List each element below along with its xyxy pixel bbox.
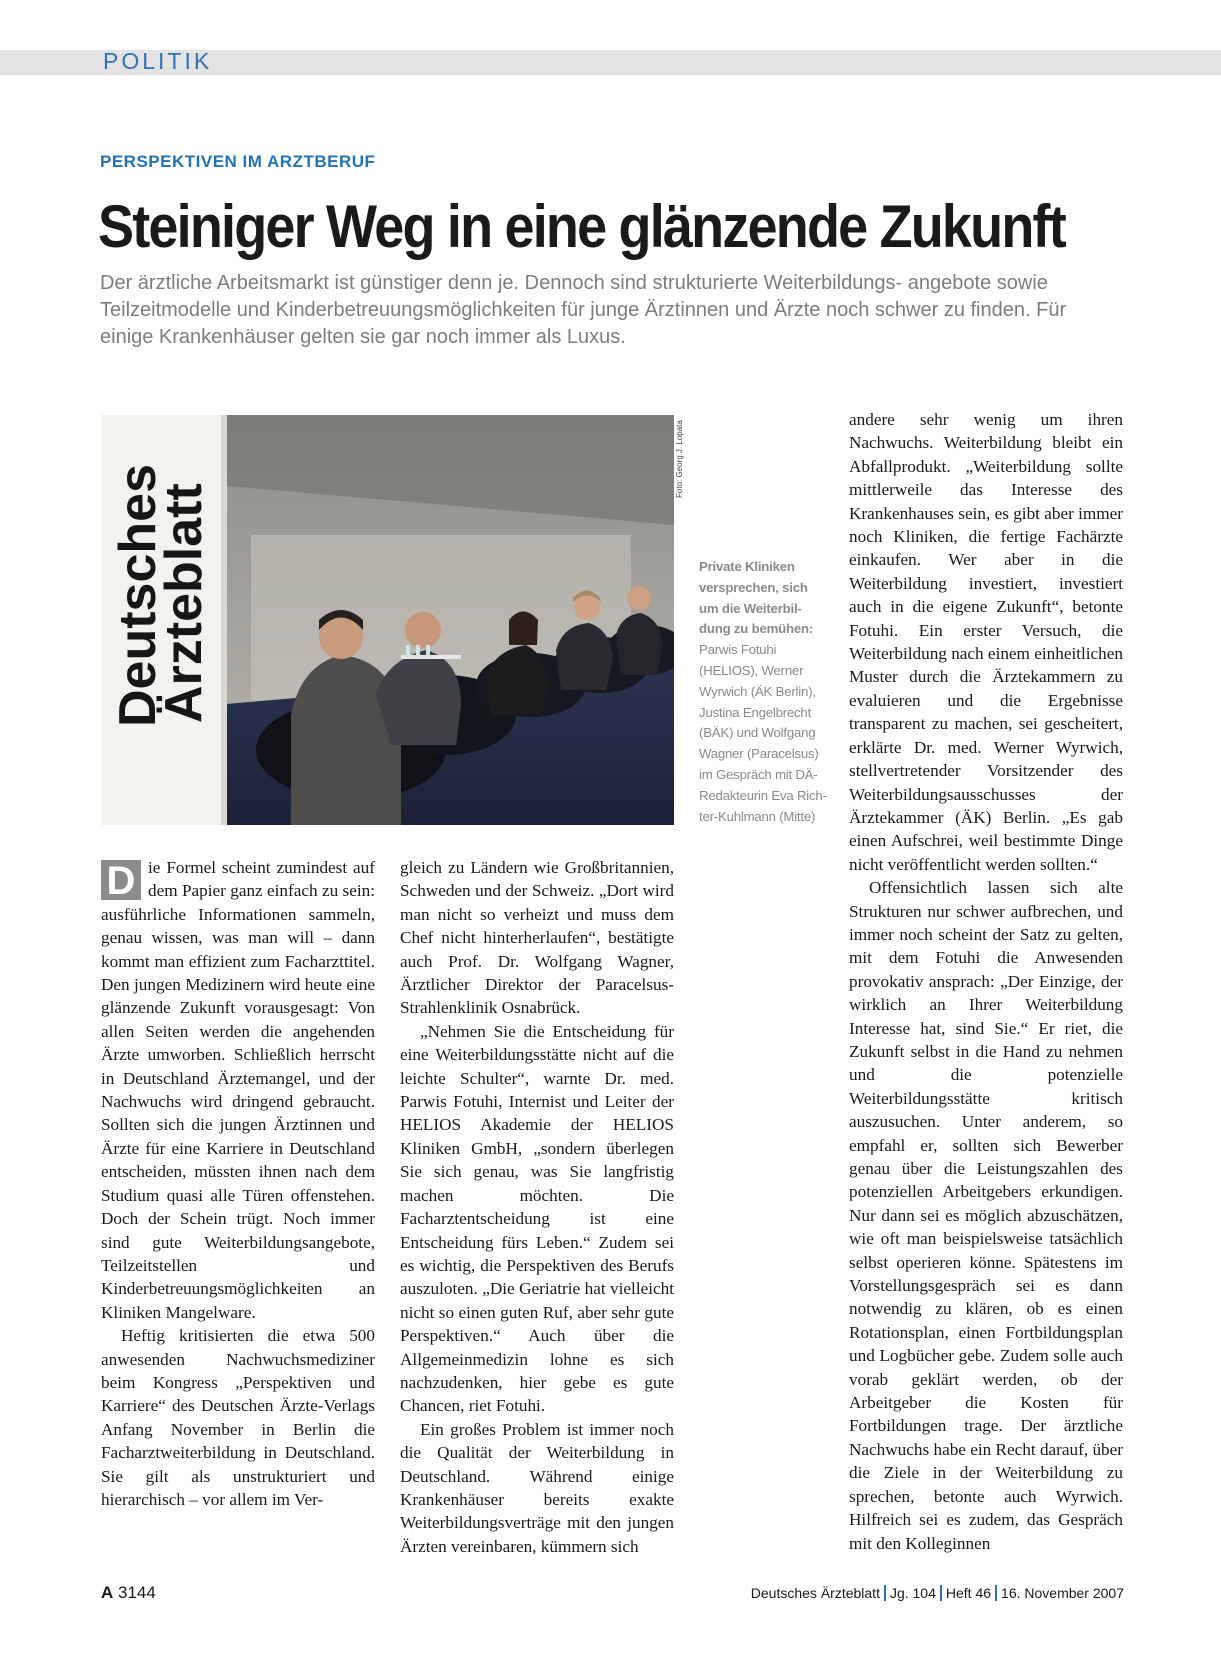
photo-caption [699,557,829,827]
article-photo [101,415,674,825]
banner-text-1: Deutsches [109,464,167,727]
paragraph [101,856,375,1324]
body-column-3 [849,408,1123,1555]
footer-issue-info [751,1585,1124,1601]
footer-journal: Deutsches Ärzteblatt [750,1585,880,1601]
page-number-value: 3144 [118,1583,156,1602]
body-column-1 [101,856,375,1511]
paragraph: Heftig kritisierten die etwa 500 anwesenden Nachwuchsmediziner beim Kongress „Perspektiven und Karriere“ des Deutschen Ärzte-Verlags Anfang November in Berlin die Facharztweiterbildung in Deutschland. Sie gilt als unstrukturiert und hierarchisch – vor allem im Ver- [101,1326,375,1509]
article-deck: Der ärztliche Arbeitsmarkt ist günstiger denn je. Dennoch sind strukturierte Weiterbildungs- angebote sowie Teilzeitmodelle und Kinderbetreuungsmöglichkeiten für junge Ärztinnen und Ärzte noch schwer zu finden. Für einige Krankenhäuser gelten sie gar noch immer als Luxus. [100,272,1067,348]
paragraph: „Nehmen Sie die Entscheidung für eine Weiterbildungsstätte nicht auf die leichte Schulter“, warnte Dr. med. Parwis Fotuhi, Internist und Leiter der HELIOS Akademie der HELIOS Kliniken GmbH, „sondern überlegen Sie sich genau, was Sie langfristig machen möchten. Die Facharztentscheidung ist eine Entscheidung fürs Leben.“ Zudem sei es wichtig, die Perspektiven des Berufs auszuloten. „Die Geriatrie hat vielleicht nicht so einen guten Ruf, aber sehr gute Perspektiven.“ Auch über die Allgemeinmedizin lohne es sich nachzudenken, hier gebe es gute Chancen, riet Fotuhi. [400,1021,674,1416]
photo-credit: Foto: Georg J. Lopata [675,420,684,498]
caption-lead: Private Kliniken versprechen, sich um die Weiterbil- dung zu bemühen: [699,559,814,637]
section-label: POLITIK [103,48,213,74]
paragraph: gleich zu Ländern wie Großbritannien, Schweden und der Schweiz. „Dort wird man nicht so verheizt und muss dem Chef nicht hinterherlaufen“, bestätigte auch Prof. Dr. Wolfgang Wagner, Ärztlicher Direktor der Paracelsus-Strahlenklinik Osnabrück. [400,858,674,1018]
article-headline: Steiniger Weg in eine glänzende Zukunft [98,193,1065,261]
footer-volume: Jg. 104 [889,1585,936,1601]
paragraph: Ein großes Problem ist immer noch die Qualität der Weiterbildung in Deutschland. Während einige Krankenhäuser bereits exakte Weiterbildungsverträge mit den jungen Ärzten vereinbaren, kümmern sich [400,1419,674,1556]
footer-issue: Heft 46 [945,1585,992,1601]
body-column-2 [400,856,674,1558]
footer-separator [884,1585,886,1601]
drop-cap: D [101,860,141,900]
banner-text-2: Ärzteblatt [155,483,213,723]
paragraph: Offensichtlich lassen sich alte Strukturen nur schwer aufbrechen, und immer noch scheint der Satz zu gelten, mit dem Fotuhi die Anwesenden provokativ ansprach: „Der Einzige, der wirklich an Ihrer Weiterbildung Interesse hat, sind Sie.“ Er riet, die Zukunft selbst in die Hand zu nehmen und die potenzielle Weiterbildungsstätte kritisch auszusuchen. Unter anderem, so empfahl er, sollten sich Bewerber genau über die Leistungszahlen des potenziellen Arbeitgebers erkundigen. Nur dann sei es möglich abzuschätzen, wie oft man beispielsweise tatsächlich selbst operieren könne. Spätestens im Vorstellungsgespräch sei es dann notwendig zu klären, ob es einen Rotationsplan, einen Fortbildungsplan und Logbücher gebe. Zudem solle auch vorab geklärt werden, ob der Arbeitgeber die Kosten für Fortbildungen trage. Der ärztliche Nachwuchs habe ein Recht darauf, über die Ziele in der Weiterbildung zu sprechen, betonte auch Wyrwich. Hilfreich sei es zudem, das Gespräch mit den Kolleginnen [849,878,1123,1553]
page-number [101,1583,156,1603]
footer-date: 16. November 2007 [1001,1585,1124,1601]
footer-separator [995,1585,997,1601]
caption-text: Parwis Fotuhi (HELIOS), Werner Wyrwich (ÄK Berlin), Justina Engelbrecht (BÄK) und Wolfgang Wagner (Paracelsus) im Gespräch mit DÄ-Redakteurin Eva Rich- ter-Kuhlmann (Mitte) [699,642,827,824]
article-kicker: PERSPEKTIVEN IM ARZTBERUF [100,152,376,171]
paragraph: andere sehr wenig um ihren Nachwuchs. Weiterbildung bleibt ein Abfallprodukt. „Weiterbildung sollte mittlerweile das Interesse des Krankenhauses sein, es gibt aber immer noch Kliniken, die fertige Fachärzte einkaufen. Wer aber in die Weiterbildung investiert, investiert auch in die eigene Zukunft“, betonte Fotuhi. Ein erster Versuch, die Weiterbildung nach einem einheitlichen Muster durch die Ärztekammern zu evaluieren und die Ergebnisse transparent zu machen, sei gescheitert, erklärte Dr. med. Werner Wyrwich, stellvertretender Vorsitzender des Weiterbildungsausschusses der Ärztekammer (ÄK) Berlin. „Es gab einen Aufschrei, weil bestimmte Dinge nicht veröffentlicht werden sollten.“ [849,410,1123,874]
page-prefix: A [101,1583,114,1602]
paragraph-text: ie Formel scheint zumindest auf dem Papier ganz einfach zu sein: ausführliche Informationen sammeln, genau wissen, was man will – dann kommt man effizient zum Facharzttitel. Den jungen Medizinern wird heute eine glänzende Zukunft vorausgesagt: Von allen Seiten werden die angehenden Ärzte umworben. Schließlich herrscht in Deutschland Ärztemangel, und der Nachwuchs wird dringend gebraucht. Sollten sich die jungen Ärztinnen und Ärzte für eine Karriere in Deutschland entscheiden, müssten ihnen nach dem Studium quasi alle Türen offenstehen. Doch der Schein trügt. Noch immer sind gute Weiterbildungsangebote, Teilzeitstellen und Kinderbetreuungsmöglichkeiten an Kliniken Mangelware. [101,858,375,1322]
photo-illustration [101,415,674,825]
footer-separator [940,1585,942,1601]
